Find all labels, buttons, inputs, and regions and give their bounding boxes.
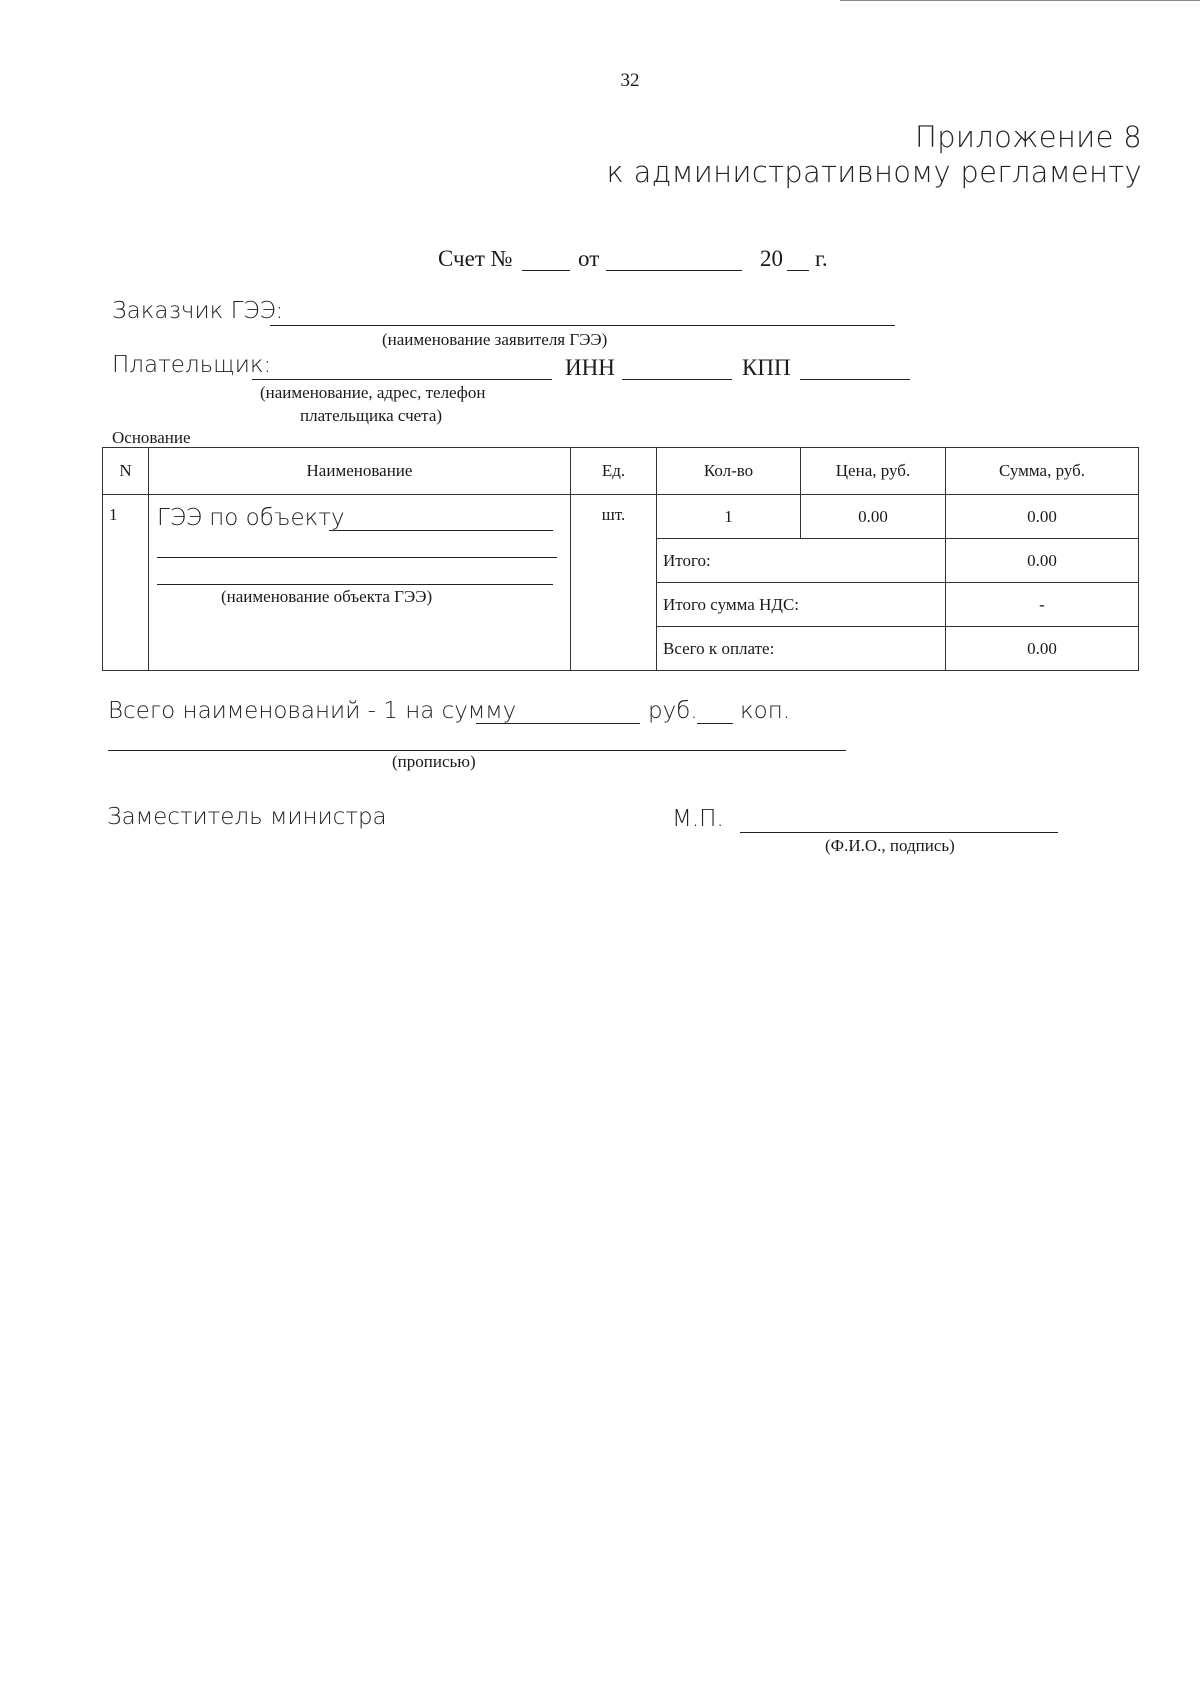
payer-inn-blank	[622, 379, 732, 380]
header-n: N	[103, 448, 149, 495]
basis-label: Основание	[112, 428, 191, 447]
payer-kpp-label: КПП	[742, 355, 791, 380]
row-n: 1	[103, 495, 149, 671]
row-name-blank-3	[157, 584, 553, 585]
payer-hint-line1: (наименование, адрес, телефон	[260, 383, 486, 402]
invoice-year-suffix: г.	[815, 246, 828, 271]
payer-kpp-blank	[800, 379, 910, 380]
invoice-date-blank	[606, 270, 742, 271]
row-unit: шт.	[571, 495, 657, 671]
summary-rub: руб.	[648, 698, 698, 724]
row-name-blank-1	[329, 530, 553, 531]
payer-hint-line2: плательщика счета)	[300, 406, 443, 425]
payer-label: Плательщик:	[112, 352, 272, 378]
header-name: Наименование	[149, 448, 571, 495]
row-name-hint: (наименование объекта ГЭЭ)	[221, 587, 433, 606]
appendix-heading	[607, 120, 1142, 190]
header-price: Цена, руб.	[801, 448, 946, 495]
invoice-number-blank	[522, 270, 570, 271]
row-name: ГЭЭ по объекту	[157, 505, 345, 531]
customer-blank	[270, 325, 895, 326]
payer-blank	[252, 379, 552, 380]
summary-amount-blank	[476, 723, 640, 724]
customer-label: Заказчик ГЭЭ:	[112, 298, 284, 324]
total-value: 0.00	[946, 539, 1139, 583]
table-header-row	[103, 448, 1139, 495]
scan-edge-line	[840, 0, 1200, 1]
summary-words-blank	[108, 750, 846, 751]
customer-hint: (наименование заявителя ГЭЭ)	[382, 330, 608, 349]
payer-inn-label: ИНН	[565, 355, 615, 380]
invoice-table	[102, 447, 1139, 671]
appendix-line2: к административному регламенту	[606, 155, 1142, 189]
vat-label: Итого сумма НДС:	[657, 583, 946, 627]
row-sum: 0.00	[946, 495, 1139, 539]
invoice-from-label: от	[578, 246, 600, 271]
row-name-blank-2	[157, 557, 557, 558]
signature-hint: (Ф.И.О., подпись)	[825, 836, 955, 855]
vat-value: -	[946, 583, 1139, 627]
invoice-account-label: Счет №	[438, 246, 513, 271]
summary-kop-blank	[697, 723, 733, 724]
header-sum: Сумма, руб.	[946, 448, 1139, 495]
invoice-year-prefix: 20	[760, 246, 783, 271]
appendix-line1: Приложение 8	[915, 120, 1142, 154]
header-unit: Ед.	[571, 448, 657, 495]
signature-stamp: М.П.	[672, 806, 724, 832]
summary-hint: (прописью)	[392, 752, 476, 771]
row-qty: 1	[657, 495, 801, 539]
summary-text: Всего наименований - 1 на сумму	[108, 698, 517, 724]
total-label: Итого:	[657, 539, 946, 583]
row-price: 0.00	[801, 495, 946, 539]
row-name-cell	[149, 495, 571, 671]
signature-position: Заместитель министра	[107, 804, 387, 830]
summary-kop: коп.	[740, 698, 791, 724]
payable-value: 0.00	[946, 627, 1139, 671]
invoice-year-blank	[787, 270, 809, 271]
table-row	[103, 495, 1139, 539]
header-qty: Кол-во	[657, 448, 801, 495]
page-number: 32	[620, 70, 640, 91]
signature-blank	[740, 832, 1058, 833]
payable-label: Всего к оплате:	[657, 627, 946, 671]
